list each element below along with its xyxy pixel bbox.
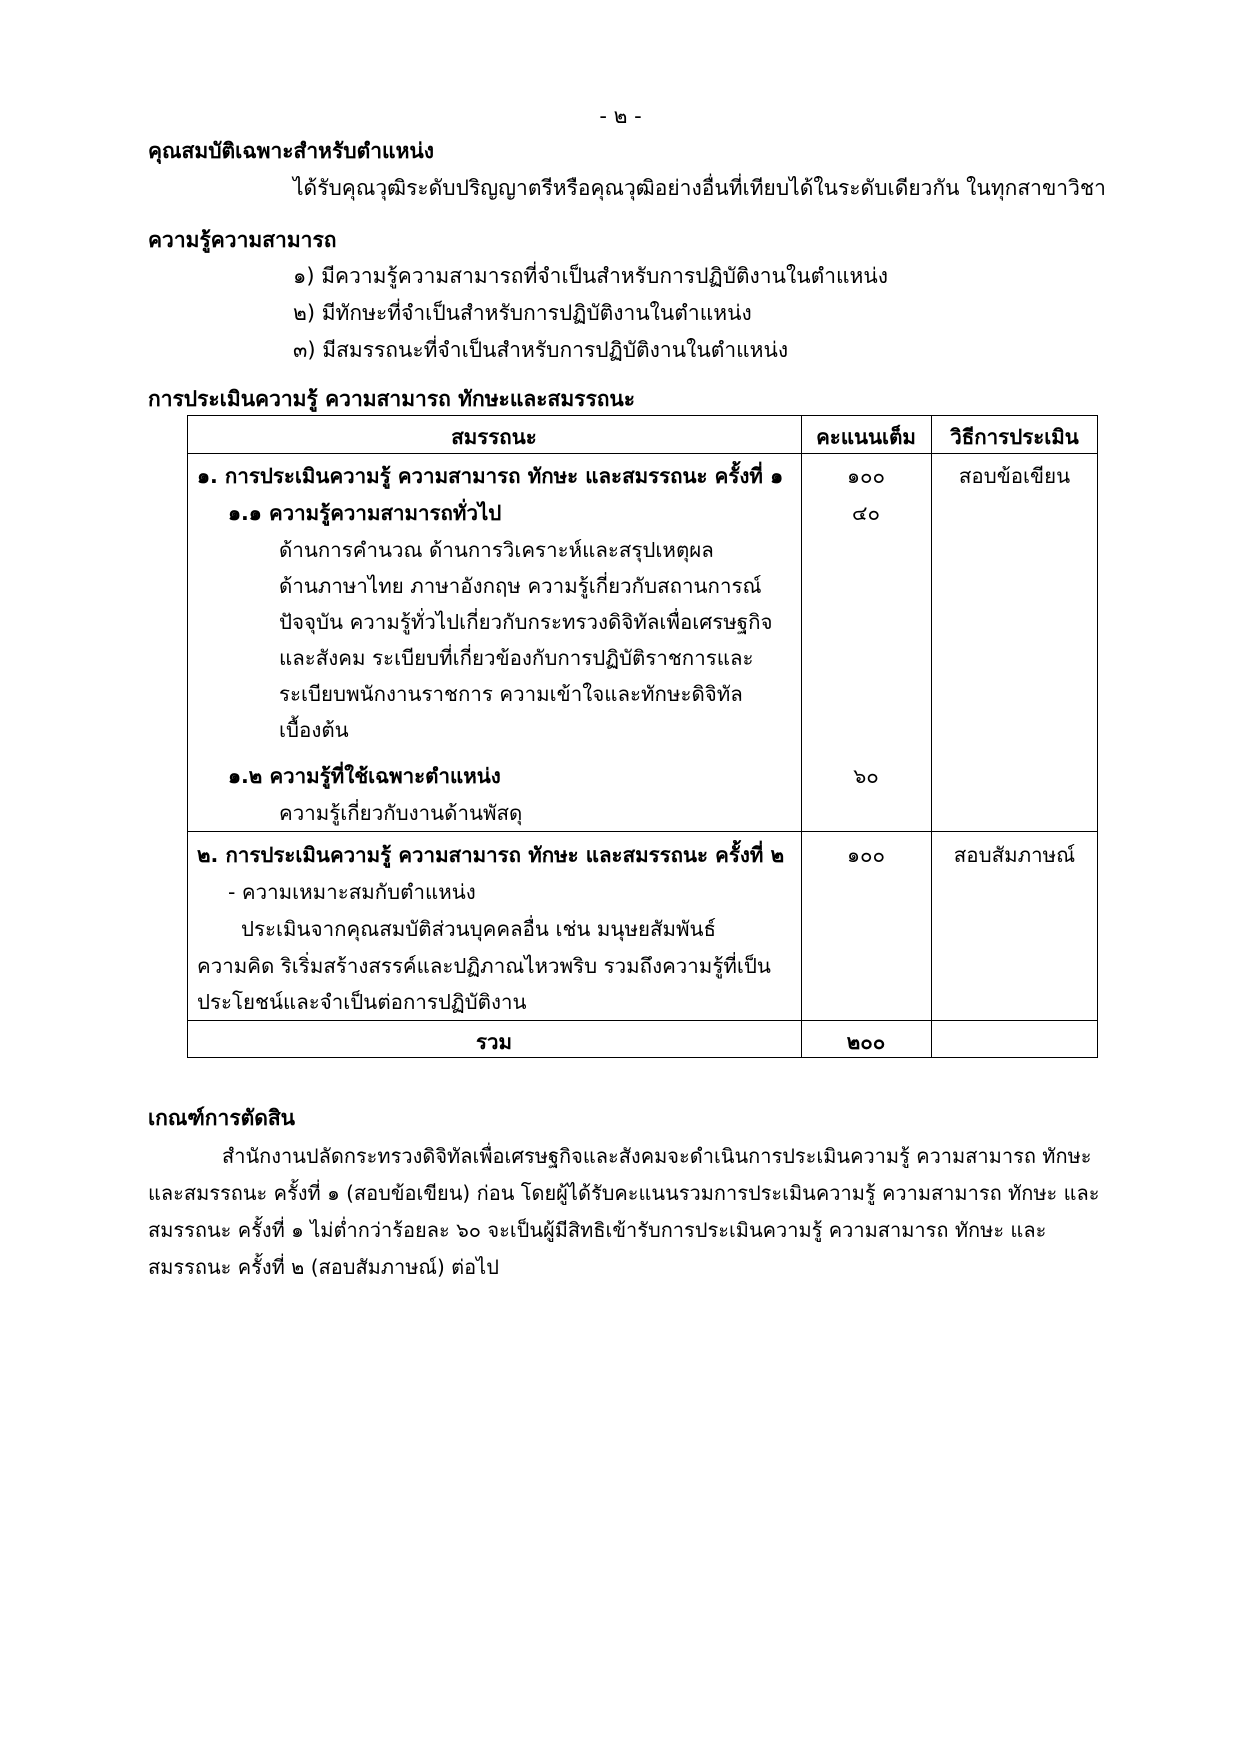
- round1-sub1-line: ด้านภาษาไทย ภาษาอังกฤษ ความรู้เกี่ยวกับสถานการณ์: [279, 574, 762, 598]
- page-number: - ๒ -: [599, 104, 642, 128]
- knowledge-item: ๑) มีความรู้ความสามารถที่จำเป็นสำหรับการปฏิบัติงานในตำแหน่ง: [293, 264, 888, 288]
- round2-score: ๑๐๐: [846, 843, 886, 867]
- assessment-table: [187, 415, 1098, 1058]
- row-divider: [187, 1020, 1098, 1021]
- header-competency: สมรรถนะ: [451, 425, 537, 449]
- criteria-line: สมรรถนะ ครั้งที่ ๑ ไม่ต่ำกว่าร้อยละ ๖๐ จะเป็นผู้มีสิทธิเข้ารับการประเมินความรู้ ความสามารถ ทักษะ และ: [148, 1218, 1047, 1242]
- criteria-line: และสมรรถนะ ครั้งที่ ๑ (สอบข้อเขียน) ก่อน โดยผู้ได้รับคะแนนรวมการประเมินความรู้ ความสามารถ ทักษะ และ: [148, 1181, 1100, 1205]
- criteria-line: สำนักงานปลัดกระทรวงดิจิทัลเพื่อเศรษฐกิจและสังคมจะดำเนินการประเมินความรู้ ความสามารถ ทักษะ: [222, 1144, 1092, 1168]
- round2-line: ความคิด ริเริ่มสร้างสรรค์และปฏิภาณไหวพริบ รวมถึงความรู้ที่เป็น: [197, 954, 771, 978]
- round1-sub1-line: ระเบียบพนักงานราชการ ความเข้าใจและทักษะดิจิทัล: [279, 682, 743, 706]
- row-divider: [187, 831, 1098, 832]
- round1-sub1-line: ด้านการคำนวณ ด้านการวิเคราะห์และสรุปเหตุผล: [279, 538, 714, 562]
- round1-score: ๑๐๐: [846, 464, 886, 488]
- round1-sub1-score: ๔๐: [851, 501, 881, 525]
- round1-sub2-title: ๑.๒ ความรู้ที่ใช้เฉพาะตำแหน่ง: [228, 764, 501, 788]
- header-full-score: คะแนนเต็ม: [816, 425, 916, 449]
- round1-title: ๑. การประเมินความรู้ ความสามารถ ทักษะ และสมรรถนะ ครั้งที่ ๑: [197, 464, 784, 488]
- knowledge-item: ๓) มีสมรรถนะที่จำเป็นสำหรับการปฏิบัติงานในตำแหน่ง: [293, 338, 789, 362]
- round2-line: ประโยชน์และจำเป็นต่อการปฏิบัติงาน: [197, 990, 527, 1014]
- round1-sub1-line: ปัจจุบัน ความรู้ทั่วไปเกี่ยวกับกระทรวงดิจิทัลเพื่อเศรษฐกิจ: [279, 610, 773, 634]
- column-divider: [931, 415, 932, 1058]
- round2-line: ประเมินจากคุณสมบัติส่วนบุคคลอื่น เช่น มนุษยสัมพันธ์: [241, 917, 717, 941]
- total-score: ๒๐๐: [846, 1030, 886, 1054]
- round2-method: สอบสัมภาษณ์: [953, 843, 1076, 867]
- criteria-heading: เกณฑ์การตัดสิน: [148, 1106, 296, 1130]
- round1-sub2-line: ความรู้เกี่ยวกับงานด้านพัสดุ: [279, 801, 523, 825]
- round1-sub1-title: ๑.๑ ความรู้ความสามารถทั่วไป: [228, 501, 502, 525]
- qualification-text: ได้รับคุณวุฒิระดับปริญญาตรีหรือคุณวุฒิอย่างอื่นที่เทียบได้ในระดับเดียวกัน ในทุกสาขาวิชา: [293, 176, 1106, 200]
- round2-item: - ความเหมาะสมกับตำแหน่ง: [228, 880, 476, 904]
- qualification-heading: คุณสมบัติเฉพาะสำหรับตำแหน่ง: [148, 139, 435, 163]
- assessment-heading: การประเมินความรู้ ความสามารถ ทักษะและสมรรถนะ: [148, 387, 636, 411]
- round1-sub2-score: ๖๐: [853, 764, 879, 788]
- round2-title: ๒. การประเมินความรู้ ความสามารถ ทักษะ และสมรรถนะ ครั้งที่ ๒: [197, 843, 785, 867]
- header-method: วิธีการประเมิน: [950, 425, 1079, 449]
- knowledge-heading: ความรู้ความสามารถ: [148, 228, 337, 252]
- total-label: รวม: [475, 1030, 513, 1054]
- round1-sub1-line: และสังคม ระเบียบที่เกี่ยวข้องกับการปฏิบัติราชการและ: [279, 646, 754, 670]
- knowledge-item: ๒) มีทักษะที่จำเป็นสำหรับการปฏิบัติงานในตำแหน่ง: [293, 301, 752, 325]
- criteria-line: สมรรถนะ ครั้งที่ ๒ (สอบสัมภาษณ์) ต่อไป: [148, 1255, 499, 1279]
- round1-method: สอบข้อเขียน: [958, 464, 1071, 488]
- round1-sub1-line: เบื้องต้น: [279, 718, 349, 742]
